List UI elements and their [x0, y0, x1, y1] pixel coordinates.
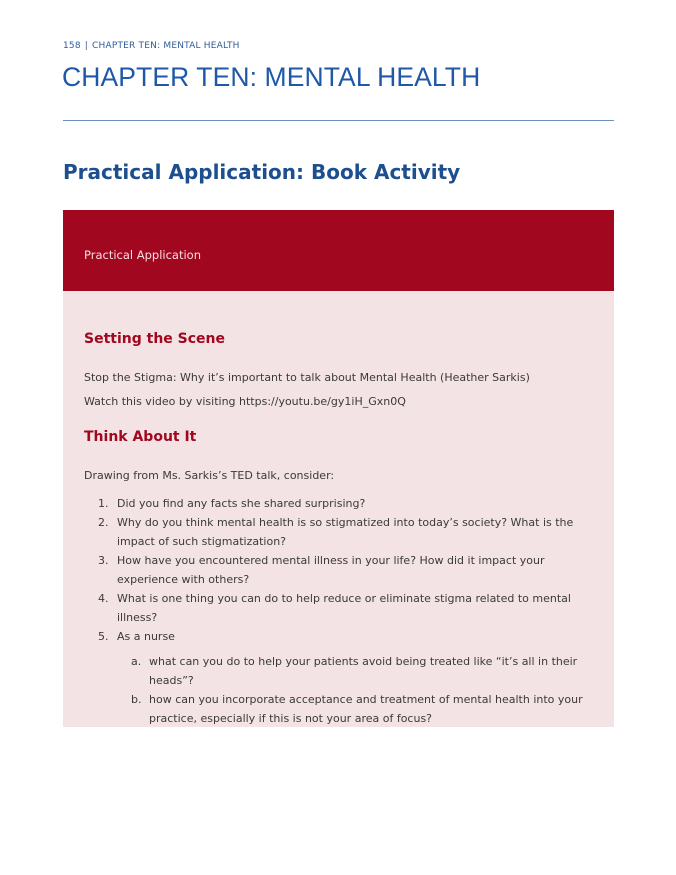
sublist-item-text: how can you incorporate acceptance and treatment of mental health into your practice, especially if this is not your area of focus?: [149, 693, 583, 725]
list-marker: 3.: [98, 554, 109, 567]
think-about-it-heading: Think About It: [84, 429, 197, 445]
list-item: [84, 627, 594, 728]
running-header: [63, 41, 240, 51]
list-item: [84, 589, 594, 627]
setting-the-scene-heading: Setting the Scene: [84, 331, 225, 347]
title-divider: [63, 120, 614, 121]
sublist-marker: a.: [131, 655, 142, 668]
list-item-text: Did you find any facts she shared surprising?: [117, 497, 366, 510]
running-chapter-title: CHAPTER TEN: MENTAL HEALTH: [92, 41, 240, 51]
nurse-sublist: [117, 652, 594, 728]
question-list: [84, 494, 594, 728]
video-title-text: Stop the Stigma: Why it’s important to talk about Mental Health (Heather Sarkis): [84, 371, 530, 384]
sublist-marker: b.: [131, 693, 142, 706]
sublist-item: [117, 652, 594, 690]
list-marker: 4.: [98, 592, 109, 605]
section-title: Practical Application: Book Activity: [63, 160, 461, 184]
sublist-item-text: what can you do to help your patients avoid being treated like “it’s all in their heads”?: [149, 655, 578, 687]
list-item-text: How have you encountered mental illness in your life? How did it impact your experience with others?: [117, 554, 545, 586]
list-item-text: What is one thing you can do to help reduce or eliminate stigma related to mental illness?: [117, 592, 571, 624]
list-item-text: Why do you think mental health is so stigmatized into today’s society? What is the impact of such stigmatization?: [117, 516, 574, 548]
sublist-item: [117, 690, 594, 728]
list-item-text: As a nurse: [117, 630, 175, 643]
think-intro-text: Drawing from Ms. Sarkis’s TED talk, consider:: [84, 469, 335, 482]
list-item: [84, 494, 594, 513]
list-marker: 2.: [98, 516, 109, 529]
list-marker: 1.: [98, 497, 109, 510]
box-header-label: Practical Application: [84, 248, 202, 262]
list-item: [84, 551, 594, 589]
video-link-text: Watch this video by visiting https://youtu.be/gy1iH_Gxn0Q: [84, 395, 406, 408]
list-item: [84, 513, 594, 551]
page-number: 158: [63, 41, 81, 51]
header-separator: |: [84, 41, 89, 51]
list-marker: 5.: [98, 630, 109, 643]
box-header: [63, 210, 614, 291]
chapter-title: CHAPTER TEN: MENTAL HEALTH: [62, 62, 481, 92]
practical-application-box: [63, 210, 614, 727]
